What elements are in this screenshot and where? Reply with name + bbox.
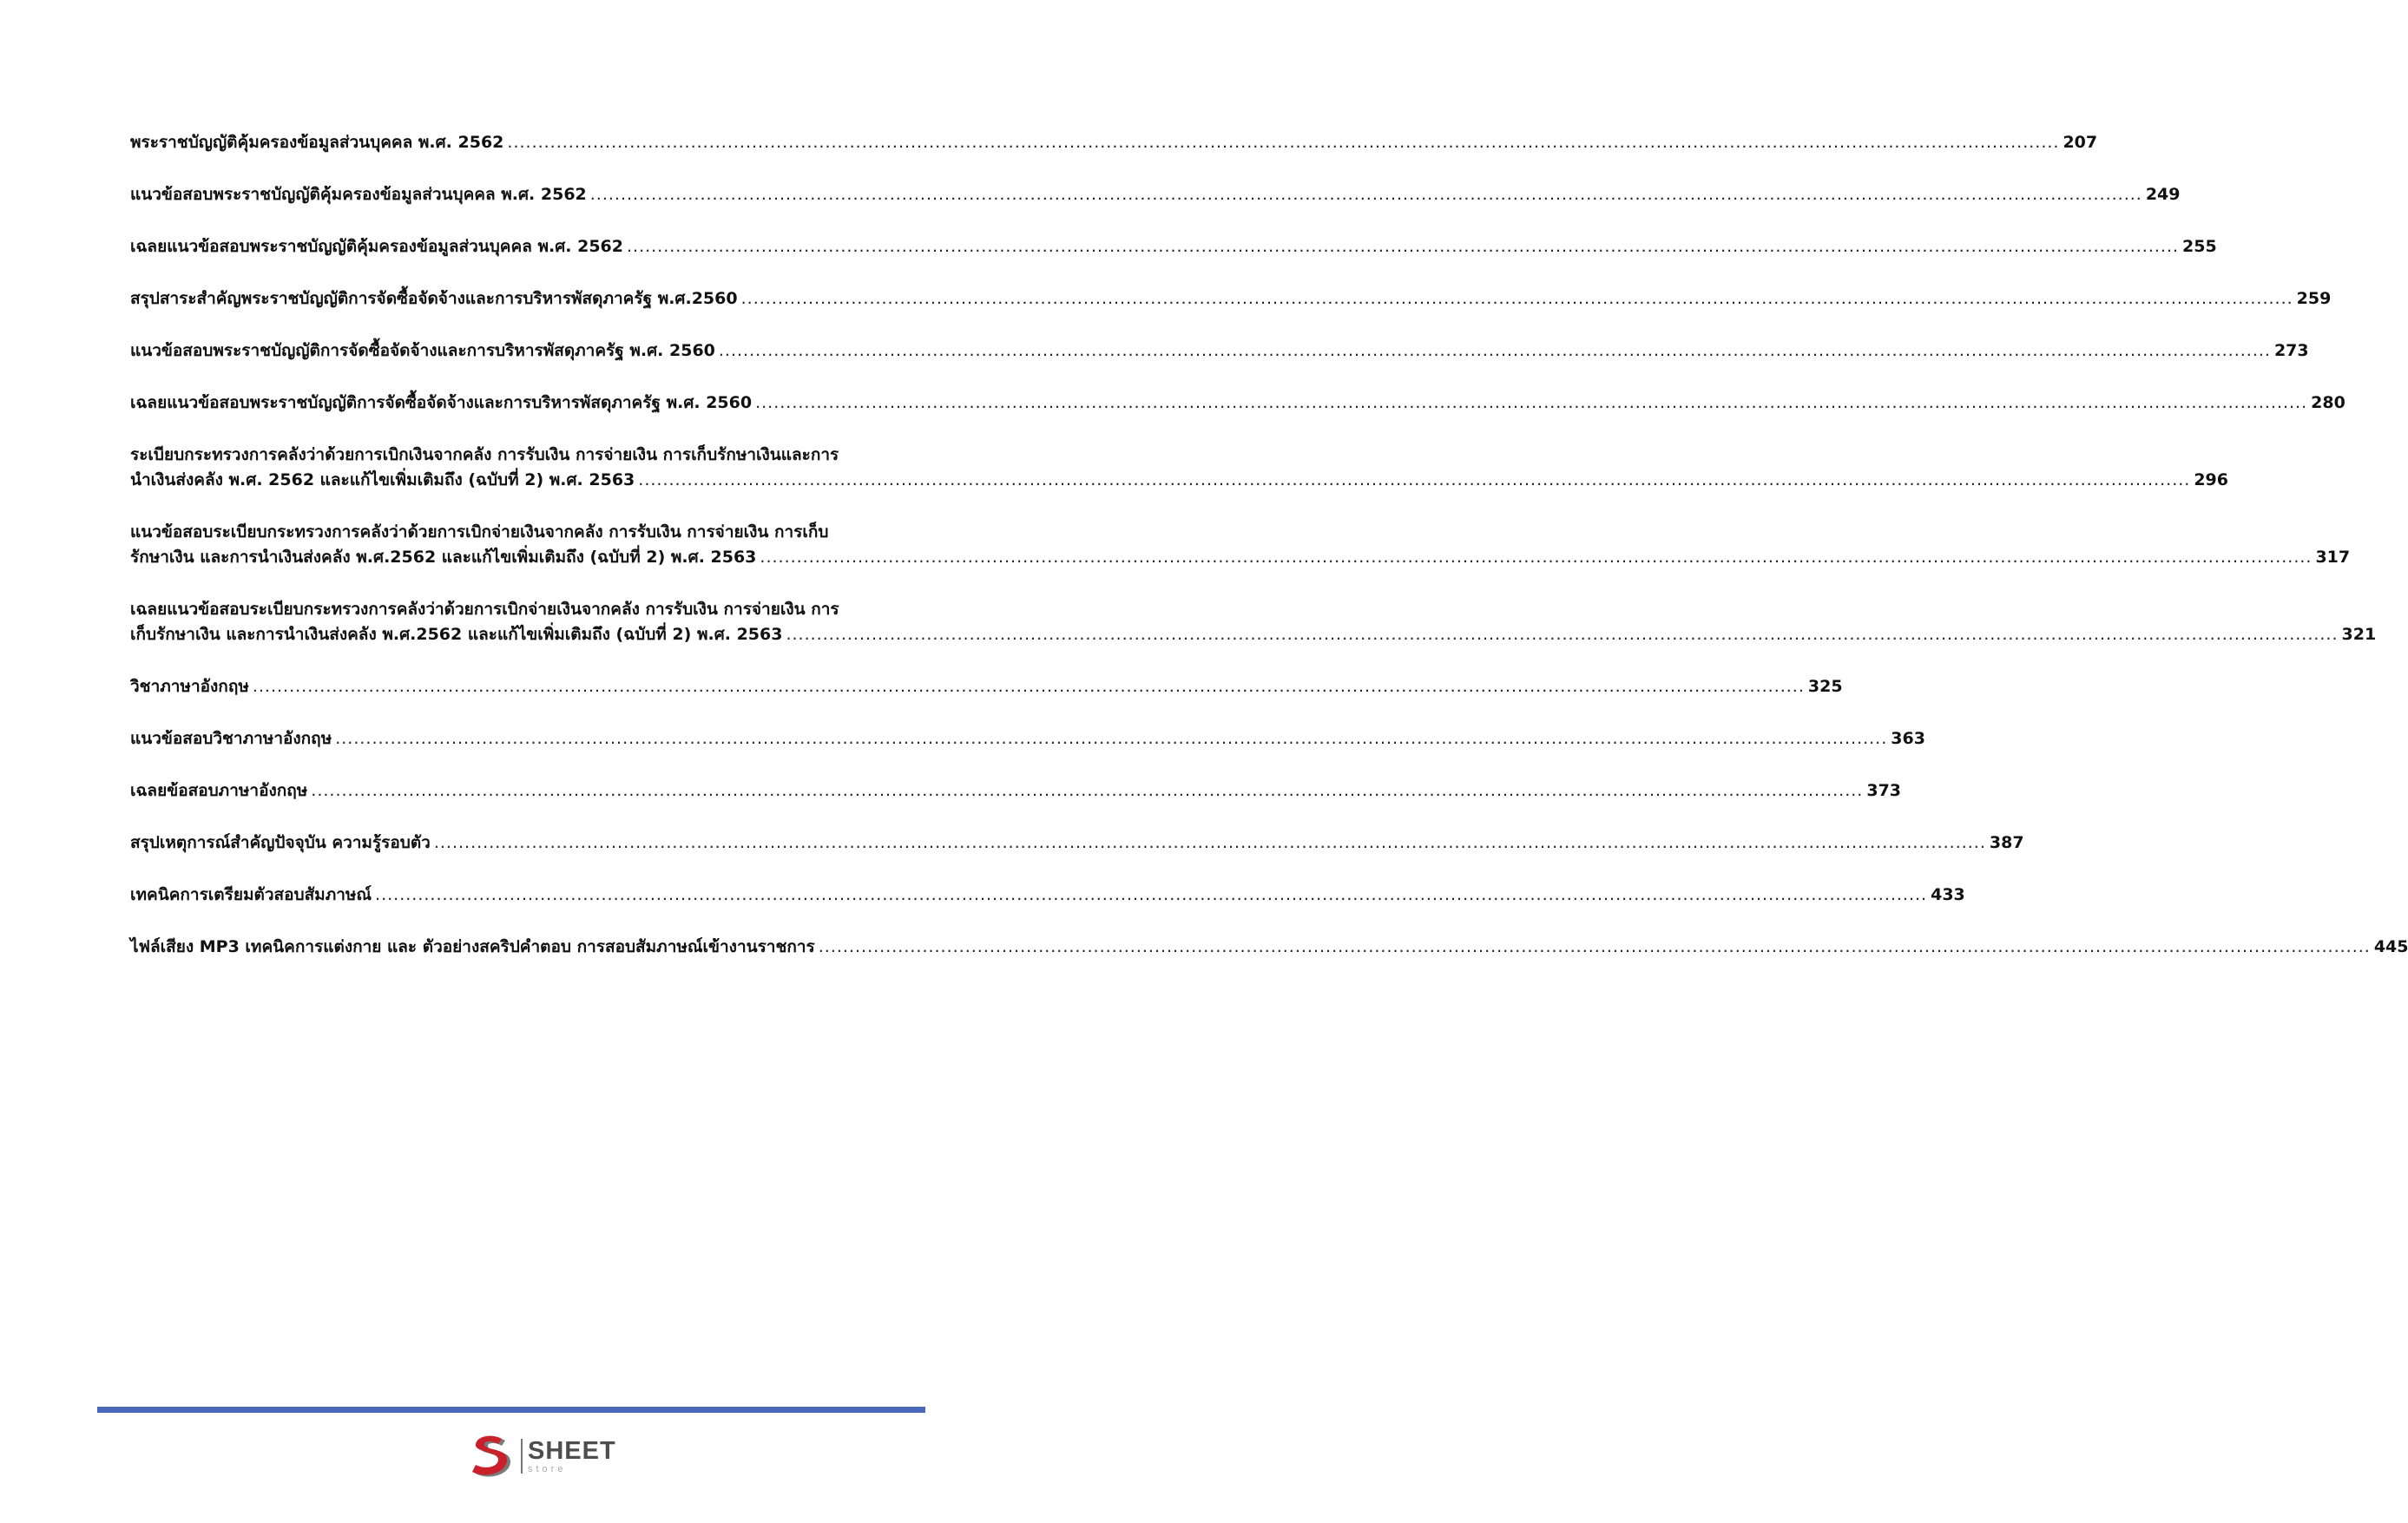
table-of-contents [130, 130, 2408, 987]
toc-dot-leader [590, 182, 2142, 207]
toc-entry [130, 182, 2181, 207]
toc-entry-title: เก็บรักษาเงิน และการนำเงินส่งคลัง พ.ศ.2562 และแก้ไขเพิ่มเติมถึง (ฉบับที่ 2) พ.ศ. 2563 [130, 625, 783, 644]
sheet-store-logo-icon [467, 1434, 519, 1479]
toc-entry-last-line [130, 935, 2408, 960]
toc-dot-leader [786, 622, 2338, 647]
toc-entry [130, 726, 1925, 752]
toc-dot-leader [507, 130, 2059, 155]
toc-page-number: 363 [1891, 729, 1925, 748]
toc-entry-title: วิชาภาษาอังกฤษ [130, 677, 249, 696]
toc-entry [130, 391, 2345, 416]
toc-entry-title: เฉลยแนวข้อสอบพระราชบัญญัติการจัดซื้อจัดจ้างและการบริหารพัสดุภาครัฐ พ.ศ. 2560 [130, 393, 753, 412]
toc-page-number: 445 [2373, 937, 2408, 956]
toc-dot-leader [755, 391, 2307, 416]
toc-entry-title: พระราชบัญญัติคุ้มครองข้อมูลส่วนบุคคล พ.ศ. 2562 [130, 133, 504, 152]
logo-wordmark [528, 1436, 616, 1474]
toc-page-number: 321 [2341, 625, 2377, 644]
toc-page-number: 249 [2145, 185, 2181, 204]
toc-entry [130, 674, 1843, 699]
toc-page-number: 207 [2063, 133, 2098, 152]
toc-entry-last-line [130, 674, 1843, 699]
toc-entry [130, 597, 2377, 647]
toc-dot-leader [638, 468, 2190, 493]
toc-entry-last-line [130, 468, 2228, 493]
toc-entry-last-line [130, 286, 2332, 312]
toc-entry [130, 234, 2217, 259]
toc-entry-title-line: เฉลยแนวข้อสอบระเบียบกระทรวงการคลังว่าด้วยการเบิกจ่ายเงินจากคลัง การรับเงิน การจ่ายเงิน การ [130, 600, 839, 619]
toc-entry-last-line [130, 182, 2181, 207]
toc-dot-leader [375, 883, 1927, 908]
toc-dot-leader [719, 338, 2271, 364]
toc-entry-title: เฉลยข้อสอบภาษาอังกฤษ [130, 781, 308, 800]
toc-entry-last-line [130, 883, 1965, 908]
toc-entry [130, 883, 1965, 908]
toc-entry-last-line [130, 130, 2098, 155]
toc-page-number: 273 [2273, 341, 2309, 360]
toc-page-number: 255 [2182, 237, 2217, 256]
toc-entry-last-line [130, 391, 2345, 416]
toc-dot-leader [434, 830, 1986, 856]
toc-entry-title: สรุปสาระสำคัญพระราชบัญญัติการจัดซื้อจัดจ้างและการบริหารพัสดุภาครัฐ พ.ศ.2560 [130, 289, 738, 308]
toc-entry [130, 286, 2332, 312]
toc-entry-title: แนวข้อสอบวิชาภาษาอังกฤษ [130, 729, 332, 748]
logo-subtext: store [528, 1463, 567, 1474]
toc-entry [130, 830, 2024, 856]
toc-entry-title: ไฟล์เสียง MP3 เทคนิคการแต่งกาย และ ตัวอย่างสคริปคำตอบ การสอบสัมภาษณ์เข้างานราชการ [130, 937, 815, 956]
toc-entry-title-line: แนวข้อสอบระเบียบกระทรวงการคลังว่าด้วยการเบิกจ่ายเงินจากคลัง การรับเงิน การจ่ายเงิน การเก็บ [130, 522, 829, 542]
toc-page-number: 325 [1807, 677, 1843, 696]
toc-entry-title: เทคนิคการเตรียมตัวสอบสัมภาษณ์ [130, 885, 372, 904]
toc-page-number: 387 [1989, 833, 2024, 852]
toc-page-number: 280 [2311, 393, 2345, 412]
toc-page-number: 373 [1866, 781, 1902, 800]
logo-separator [521, 1439, 523, 1474]
toc-entry-last-line [130, 338, 2309, 364]
toc-entry-last-line [130, 726, 1925, 752]
toc-entry [130, 520, 2351, 570]
toc-entry-last-line [130, 622, 2377, 647]
toc-entry-title: เฉลยแนวข้อสอบพระราชบัญญัติคุ้มครองข้อมูลส่วนบุคคล พ.ศ. 2562 [130, 237, 623, 256]
toc-dot-leader [741, 286, 2293, 312]
sheet-store-logo [467, 1434, 616, 1479]
toc-entry [130, 338, 2309, 364]
toc-entry [130, 778, 1902, 804]
footer-rule [97, 1407, 925, 1413]
toc-entry-title: สรุปเหตุการณ์สำคัญปัจจุบัน ความรู้รอบตัว [130, 833, 431, 852]
toc-dot-leader [760, 545, 2312, 570]
toc-entry-title: แนวข้อสอบพระราชบัญญัติคุ้มครองข้อมูลส่วนบุคคล พ.ศ. 2562 [130, 185, 587, 204]
toc-dot-leader [627, 234, 2179, 259]
toc-page-number: 296 [2194, 470, 2228, 489]
toc-page-number: 433 [1931, 885, 1965, 904]
toc-entry-last-line [130, 545, 2351, 570]
toc-page-number: 317 [2315, 548, 2351, 567]
toc-entry-title: รักษาเงิน และการนำเงินส่งคลัง พ.ศ.2562 และแก้ไขเพิ่มเติมถึง (ฉบับที่ 2) พ.ศ. 2563 [130, 548, 757, 567]
toc-entry-title: แนวข้อสอบพระราชบัญญัติการจัดซื้อจัดจ้างและการบริหารพัสดุภาครัฐ พ.ศ. 2560 [130, 341, 715, 360]
toc-dot-leader [311, 778, 1863, 804]
toc-entry [130, 443, 2228, 493]
toc-entry-last-line [130, 830, 2024, 856]
toc-entry-last-line [130, 778, 1902, 804]
toc-entry [130, 130, 2098, 155]
toc-entry-last-line [130, 234, 2217, 259]
toc-dot-leader [819, 935, 2371, 960]
toc-page-number: 259 [2296, 289, 2332, 308]
toc-entry [130, 935, 2408, 960]
toc-entry-title: นำเงินส่งคลัง พ.ศ. 2562 และแก้ไขเพิ่มเติมถึง (ฉบับที่ 2) พ.ศ. 2563 [130, 470, 635, 489]
toc-dot-leader [253, 674, 1805, 699]
toc-dot-leader [335, 726, 1887, 752]
logo-text: SHEET [528, 1436, 616, 1465]
toc-entry-title-line: ระเบียบกระทรวงการคลังว่าด้วยการเบิกเงินจากคลัง การรับเงิน การจ่ายเงิน การเก็บรักษาเงินและการ [130, 445, 839, 464]
